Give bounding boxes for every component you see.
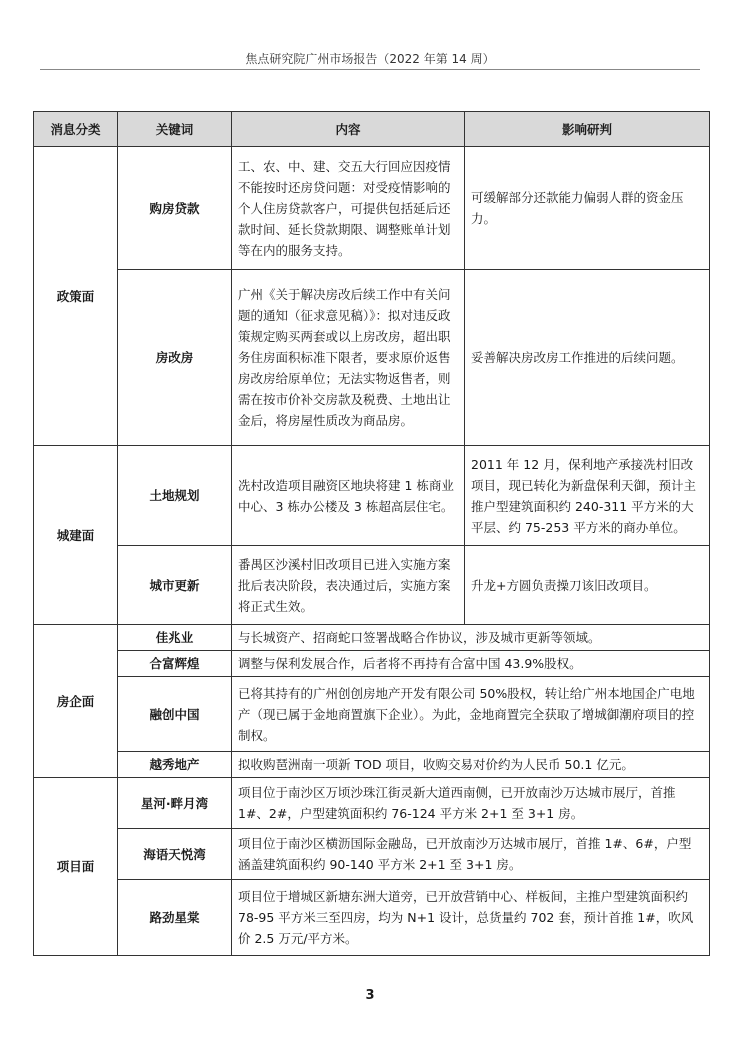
keyword-cell: 合富辉煌 bbox=[118, 651, 232, 677]
keyword-cell: 房改房 bbox=[118, 270, 232, 446]
table-row bbox=[34, 270, 710, 446]
table-row bbox=[34, 546, 710, 625]
content-cell: 调整与保利发展合作，后者将不再持有合富中国 43.9%股权。 bbox=[232, 651, 710, 677]
page-number: 3 bbox=[365, 988, 375, 1003]
table-row bbox=[34, 880, 710, 956]
impact-cell: 妥善解决房改房工作推进的后续问题。 bbox=[465, 270, 710, 446]
category-cell: 政策面 bbox=[34, 147, 118, 446]
content-cell: 番禺区沙溪村旧改项目已进入实施方案批后表决阶段，表决通过后，实施方案将正式生效。 bbox=[232, 546, 465, 625]
impact-cell: 2011 年 12 月，保利地产承接冼村旧改项目，现已转化为新盘保利天御，预计主推户型建筑面积约 240-311 平方米的大平层、约 75-253 平方米的商办单位。 bbox=[465, 446, 710, 546]
content-cell: 项目位于增城区新塘东洲大道旁，已开放营销中心、样板间，主推户型建筑面积约 78-95 平方米三至四房，均为 N+1 设计，总货量约 702 套，预计首推 1#，吹风价 2.5 万元/平方米。 bbox=[232, 880, 710, 956]
table-row bbox=[34, 829, 710, 880]
content-cell: 冼村改造项目融资区地块将建 1 栋商业中心、3 栋办公楼及 3 栋超高层住宅。 bbox=[232, 446, 465, 546]
column-header-impact: 影响研判 bbox=[465, 112, 710, 147]
table-row bbox=[34, 778, 710, 829]
table-row bbox=[34, 677, 710, 752]
keyword-cell: 海语天悦湾 bbox=[118, 829, 232, 880]
column-header-category: 消息分类 bbox=[34, 112, 118, 147]
keyword-cell: 土地规划 bbox=[118, 446, 232, 546]
column-header-keyword: 关键词 bbox=[118, 112, 232, 147]
table-row bbox=[34, 651, 710, 677]
content-cell: 工、农、中、建、交五大行回应因疫情不能按时还房贷问题：对受疫情影响的个人住房贷款客户，可提供包括延后还款时间、延长贷款期限、调整账单计划等在内的服务支持。 bbox=[232, 147, 465, 270]
category-cell: 项目面 bbox=[34, 778, 118, 956]
content-cell: 已将其持有的广州创创房地产开发有限公司 50%股权，转让给广州本地国企广电地产（现已属于金地商置旗下企业）。为此，金地商置完全获取了增城御潮府项目的控制权。 bbox=[232, 677, 710, 752]
content-cell: 拟收购琶洲南一项新 TOD 项目，收购交易对价约为人民币 50.1 亿元。 bbox=[232, 752, 710, 778]
content-cell: 项目位于南沙区万顷沙珠江街灵新大道西南侧，已开放南沙万达城市展厅，首推 1#、2#，户型建筑面积约 76-124 平方米 2+1 至 3+1 房。 bbox=[232, 778, 710, 829]
keyword-cell: 佳兆业 bbox=[118, 625, 232, 651]
content-cell: 与长城资产、招商蛇口签署战略合作协议，涉及城市更新等领域。 bbox=[232, 625, 710, 651]
table-header-row bbox=[34, 112, 710, 147]
table-row bbox=[34, 625, 710, 651]
column-header-content: 内容 bbox=[232, 112, 465, 147]
table-row bbox=[34, 147, 710, 270]
keyword-cell: 路劲星棠 bbox=[118, 880, 232, 956]
category-cell: 城建面 bbox=[34, 446, 118, 625]
keyword-cell: 越秀地产 bbox=[118, 752, 232, 778]
keyword-cell: 融创中国 bbox=[118, 677, 232, 752]
content-cell: 广州《关于解决房改后续工作中有关问题的通知（征求意见稿）》：拟对违反政策规定购买两套或以上房改房，超出职务住房面积标准下限者，要求原价返售房改房给原单位；无法实物返售者，则需在按市价补交房款及税费、土地出让金后，将房屋性质改为商品房。 bbox=[232, 270, 465, 446]
keyword-cell: 城市更新 bbox=[118, 546, 232, 625]
impact-cell: 可缓解部分还款能力偏弱人群的资金压力。 bbox=[465, 147, 710, 270]
page-header: 焦点研究院广州市场报告（2022 年第 14 周） bbox=[245, 52, 495, 66]
news-table bbox=[33, 111, 710, 956]
header-divider bbox=[40, 69, 700, 70]
keyword-cell: 购房贷款 bbox=[118, 147, 232, 270]
keyword-cell: 星河·畔月湾 bbox=[118, 778, 232, 829]
category-cell: 房企面 bbox=[34, 625, 118, 778]
table-row bbox=[34, 446, 710, 546]
content-cell: 项目位于南沙区横沥国际金融岛，已开放南沙万达城市展厅，首推 1#、6#，户型涵盖建筑面积约 90-140 平方米 2+1 至 3+1 房。 bbox=[232, 829, 710, 880]
impact-cell: 升龙+方圆负责操刀该旧改项目。 bbox=[465, 546, 710, 625]
table-row bbox=[34, 752, 710, 778]
